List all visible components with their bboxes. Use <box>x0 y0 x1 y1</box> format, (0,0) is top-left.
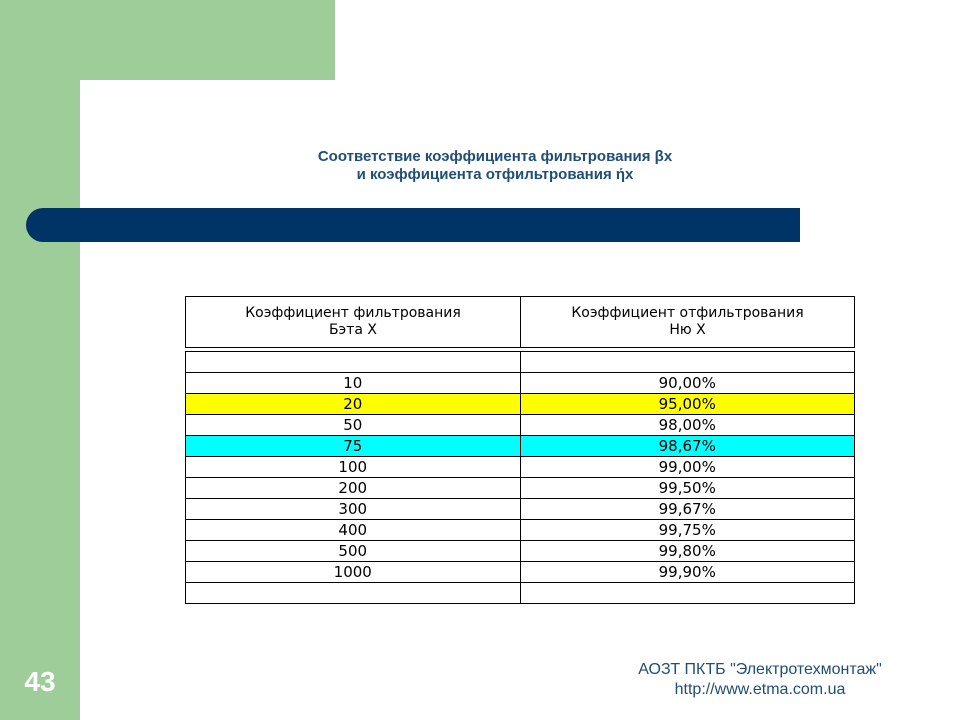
cell-nu: 90,00% <box>658 374 716 392</box>
cell-nu: 99,75% <box>658 521 716 539</box>
table-row <box>186 373 854 394</box>
header-beta-line1: Коэффициент фильтрования <box>245 305 461 321</box>
header-nu <box>521 297 854 347</box>
footer-url: http://www.etma.com.ua <box>674 681 846 698</box>
cell-beta: 1000 <box>186 562 521 582</box>
cell-beta <box>186 583 521 603</box>
cell-nu <box>521 352 855 372</box>
header-beta-line2: Бэта Х <box>328 322 378 338</box>
cell-beta: 10 <box>186 373 521 393</box>
header-beta <box>186 297 521 347</box>
cell-nu: 98,67% <box>658 437 716 455</box>
header-nu-line1: Коэффициент отфильтрования <box>571 305 804 321</box>
cell-nu: 99,67% <box>658 500 716 518</box>
cell-beta <box>186 352 521 372</box>
cell-beta: 20 <box>186 394 521 414</box>
title-line-2: и коэффициента отфильтрования ήх <box>356 166 634 183</box>
title-bar <box>64 208 800 242</box>
cell-nu: 99,80% <box>658 542 716 560</box>
table-row <box>186 562 854 583</box>
cell-nu: 99,50% <box>658 479 716 497</box>
table-row <box>186 520 854 541</box>
table-row <box>186 352 854 373</box>
slide-title <box>200 148 790 184</box>
page-number: 43 <box>24 666 56 697</box>
left-green-stripe <box>0 0 80 720</box>
cell-nu <box>521 583 855 603</box>
footer-company: АОЗТ ПКТБ "Электротехмонтаж" <box>638 661 882 678</box>
top-green-block <box>80 0 335 80</box>
cell-nu: 99,90% <box>658 563 716 581</box>
cell-nu: 98,00% <box>658 416 716 434</box>
table-row <box>186 583 854 604</box>
cell-beta: 500 <box>186 541 521 561</box>
cell-beta: 75 <box>186 436 521 456</box>
table-body <box>185 351 855 604</box>
cell-beta: 50 <box>186 415 521 435</box>
table-row <box>186 394 854 415</box>
table-row <box>186 478 854 499</box>
table-row <box>186 541 854 562</box>
table-row <box>186 457 854 478</box>
cell-beta: 200 <box>186 478 521 498</box>
table-row <box>186 415 854 436</box>
cell-beta: 400 <box>186 520 521 540</box>
filtration-table <box>185 296 855 604</box>
cell-beta: 300 <box>186 499 521 519</box>
content-corner <box>80 80 200 200</box>
cell-beta: 100 <box>186 457 521 477</box>
header-nu-line2: Ню Х <box>669 322 706 338</box>
cell-nu: 99,00% <box>658 458 716 476</box>
footer <box>560 660 960 700</box>
table-header <box>185 296 855 348</box>
cell-nu: 95,00% <box>658 395 716 413</box>
table-row <box>186 499 854 520</box>
table-row <box>186 436 854 457</box>
title-line-1: Соответствие коэффициента фильтрования βх <box>317 148 673 165</box>
